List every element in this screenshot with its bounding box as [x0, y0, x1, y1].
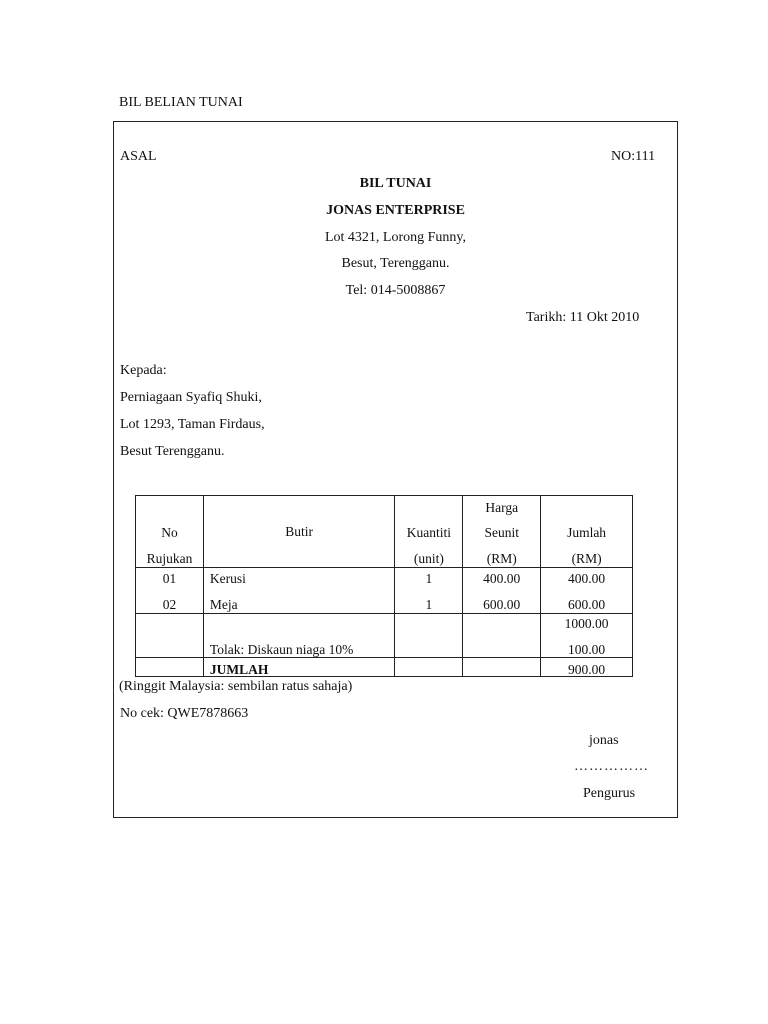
row-item: Meja	[209, 596, 238, 612]
header-qty-line1: Kuantiti	[406, 525, 451, 540]
receipt-number: NO:111	[611, 149, 656, 164]
row-no: 01	[162, 571, 177, 586]
header-total-line2: (RM)	[571, 550, 602, 566]
recipient-address-line2: Besut Terengganu.	[120, 444, 225, 459]
discount-label: Tolak: Diskaun niaga 10%	[203, 614, 394, 658]
receipt-title: BIL TUNAI	[359, 176, 432, 191]
header-qty-line2: (unit)	[413, 550, 444, 566]
row-total: 600.00	[568, 596, 606, 612]
row-no-cell	[136, 568, 204, 614]
discount-value: 100.00	[568, 641, 606, 657]
signature-name: jonas	[589, 733, 619, 748]
recipient-label: Kepada:	[120, 363, 167, 378]
header-no-line2: Rujukan	[146, 550, 193, 566]
row-price: 400.00	[483, 571, 521, 586]
amount-in-words: (Ringgit Malaysia: sembilan ratus sahaja)	[119, 679, 353, 694]
receipt-date: Tarikh: 11 Okt 2010	[526, 310, 640, 325]
grand-total-row	[136, 658, 633, 677]
copy-label: ASAL	[120, 149, 157, 164]
subtotal-value: 1000.00	[564, 616, 609, 631]
header-butir: Butir	[203, 496, 394, 568]
row-qty-cell	[395, 568, 463, 614]
discount-empty-cell	[395, 614, 463, 658]
grand-empty-cell	[395, 658, 463, 677]
company-address-line2: Besut, Terengganu.	[341, 256, 450, 271]
company-name: JONAS ENTERPRISE	[326, 203, 465, 218]
grand-empty-cell	[463, 658, 541, 677]
discount-row	[136, 614, 633, 658]
signature-role: Pengurus	[583, 786, 636, 801]
table-header-row	[136, 496, 633, 568]
header-no-line1: No	[161, 525, 178, 540]
grand-total-value: 900.00	[541, 658, 633, 677]
row-qty: 1	[425, 571, 433, 586]
row-total-cell	[541, 568, 633, 614]
header-price-line1: Harga	[485, 499, 519, 515]
header-qty	[395, 496, 463, 568]
row-price: 600.00	[483, 596, 521, 612]
header-total	[541, 496, 633, 568]
items-table	[135, 495, 633, 677]
document-title: BIL BELIAN TUNAI	[119, 95, 243, 110]
company-address-line1: Lot 4321, Lorong Funny,	[324, 230, 467, 245]
row-no: 02	[162, 596, 177, 612]
discount-empty-cell	[136, 614, 204, 658]
recipient-address-line1: Lot 1293, Taman Firdaus,	[120, 417, 265, 432]
signature-line: ……………	[574, 759, 649, 774]
grand-total-label: JUMLAH	[203, 658, 394, 677]
row-total: 400.00	[568, 571, 606, 586]
row-item-cell	[203, 568, 394, 614]
row-item: Kerusi	[209, 571, 246, 586]
company-tel: Tel: 014-5008867	[345, 283, 446, 298]
grand-empty-cell	[136, 658, 204, 677]
header-price-line3: (RM)	[486, 550, 517, 566]
row-price-cell	[463, 568, 541, 614]
header-total-line1: Jumlah	[567, 525, 607, 540]
table-row	[136, 568, 633, 614]
header-price-line2: Seunit	[484, 525, 519, 540]
header-no	[136, 496, 204, 568]
recipient-name: Perniagaan Syafiq Shuki,	[120, 390, 262, 405]
row-qty: 1	[425, 596, 433, 612]
header-price	[463, 496, 541, 568]
discount-amount-cell	[541, 614, 633, 658]
cheque-number: No cek: QWE7878663	[120, 706, 249, 721]
discount-empty-cell	[463, 614, 541, 658]
